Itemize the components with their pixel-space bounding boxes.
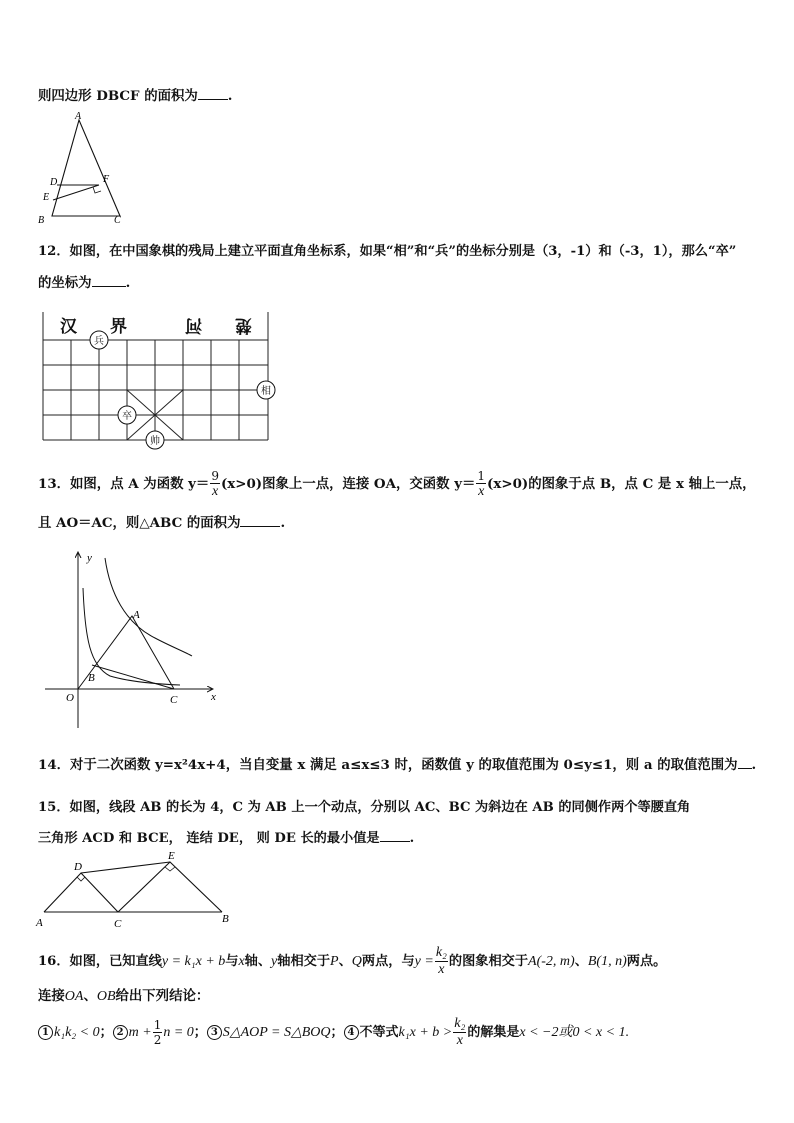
- label-x: x: [211, 691, 216, 703]
- river-label-he: 河: [185, 316, 202, 335]
- answer-blank: [240, 516, 280, 527]
- piece-shuai: 帅: [150, 436, 160, 447]
- conclusion-4-number: 4: [344, 1025, 359, 1040]
- label-B: B: [222, 913, 229, 925]
- q16-text-line1: 16．如图，已知直线y = k₁x + b与x轴、y轴相交于P、Q两点，与y = $\frac{\text{k₂}}{x}$ 的图象相交于A(-2, m)、B(1, n)两点。: [38, 945, 667, 977]
- label-y: y: [87, 552, 92, 564]
- conclusion-3-number: 3: [207, 1025, 222, 1040]
- label-A: A: [36, 917, 43, 929]
- label-C: C: [114, 215, 121, 226]
- q11-triangle-figure: [30, 108, 130, 228]
- q13-text-line1: 13．如图，点 A 为函数 y＝ $\frac{9}{x}$ (x>0)图象上一点，连接 OA，交函数 y＝ $\frac{1}{x}$ (x>0)的图象于点 B，点 C 是 x 轴上一点，: [38, 469, 756, 499]
- q12-chess-board-figure: [38, 310, 278, 445]
- label-D: D: [74, 861, 82, 873]
- q13-function-graph-figure: [40, 548, 225, 738]
- fraction-k2-over-x-2: $\frac{\text{k₂}}{x}$: [454, 1016, 466, 1048]
- piece-bing: 兵: [94, 336, 104, 347]
- q13-text-line2: 且 AO＝AC，则△ABC 的面积为 .: [38, 515, 286, 531]
- label-C: C: [114, 918, 122, 930]
- piece-zu: 卒: [122, 411, 132, 422]
- label-O: O: [66, 692, 74, 704]
- q15-isosceles-figure: [34, 848, 244, 933]
- label-C: C: [170, 694, 178, 706]
- label-B: B: [88, 672, 95, 684]
- label-A: A: [75, 111, 82, 122]
- q12-text-line1: 12．如图，在中国象棋的残局上建立平面直角坐标系，如果“相”和“兵”的坐标分别是（3，-1）和（-3，1），那么“卒”: [38, 244, 737, 259]
- q15-text-line2: 三角形 ACD 和 BCE， 连结 DE， 则 DE 长的最小值是 .: [38, 831, 415, 846]
- answer-blank: [198, 89, 228, 100]
- fraction-k2-over-x: $\frac{\text{k₂}}{x}$: [435, 945, 447, 977]
- piece-xiang: 相: [261, 386, 271, 397]
- q16-text-line2: 连接OA、OB给出下列结论：: [38, 988, 210, 1004]
- answer-blank: [738, 758, 752, 769]
- fraction-1-over-x: $\frac{1}{x}$: [477, 469, 486, 499]
- q16-conclusions-line: 1 k₁k₂ < 0； 2 m + $\frac{1}{2}$ n = 0； 3 S△AOP = S△BOQ； 4 不等式k₁x + b > $\frac{\text{k₂}}{x}$ 的解集是x < −2或0 < x < 1.: [38, 1017, 629, 1048]
- conclusion-1-number: 1: [38, 1025, 53, 1040]
- q14-text-line: 14．对于二次函数 y=x²4x+4，当自变量 x 满足 a≤x≤3 时，函数值 y 的取值范围为 0≤y≤1，则 a 的取值范围为 .: [38, 757, 757, 773]
- conclusion-2-number: 2: [113, 1025, 128, 1040]
- q11-text-line: 则四边形 DBCF 的面积为 .: [38, 88, 233, 104]
- label-D: D: [50, 177, 58, 188]
- river-label-han: 汉: [60, 317, 77, 336]
- answer-blank: [380, 831, 410, 842]
- q12-text-line2: 的坐标为 .: [38, 275, 131, 291]
- label-A: A: [133, 609, 140, 621]
- answer-blank: [92, 276, 126, 287]
- label-F: F: [103, 174, 110, 185]
- label-E: E: [168, 850, 175, 862]
- label-E: E: [43, 192, 50, 203]
- fraction-9-over-x: $\frac{9}{x}$: [211, 469, 219, 499]
- river-label-chu: 楚: [235, 316, 252, 335]
- q15-text-line1: 15．如图，线段 AB 的长为 4，C 为 AB 上一个动点，分别以 AC、BC 为斜边在 AB 的同侧作两个等腰直角: [38, 800, 691, 815]
- fraction-1-over-2: $\frac{1}{2}$: [153, 1018, 162, 1047]
- river-label-jie: 界: [110, 317, 127, 336]
- label-B: B: [38, 215, 45, 226]
